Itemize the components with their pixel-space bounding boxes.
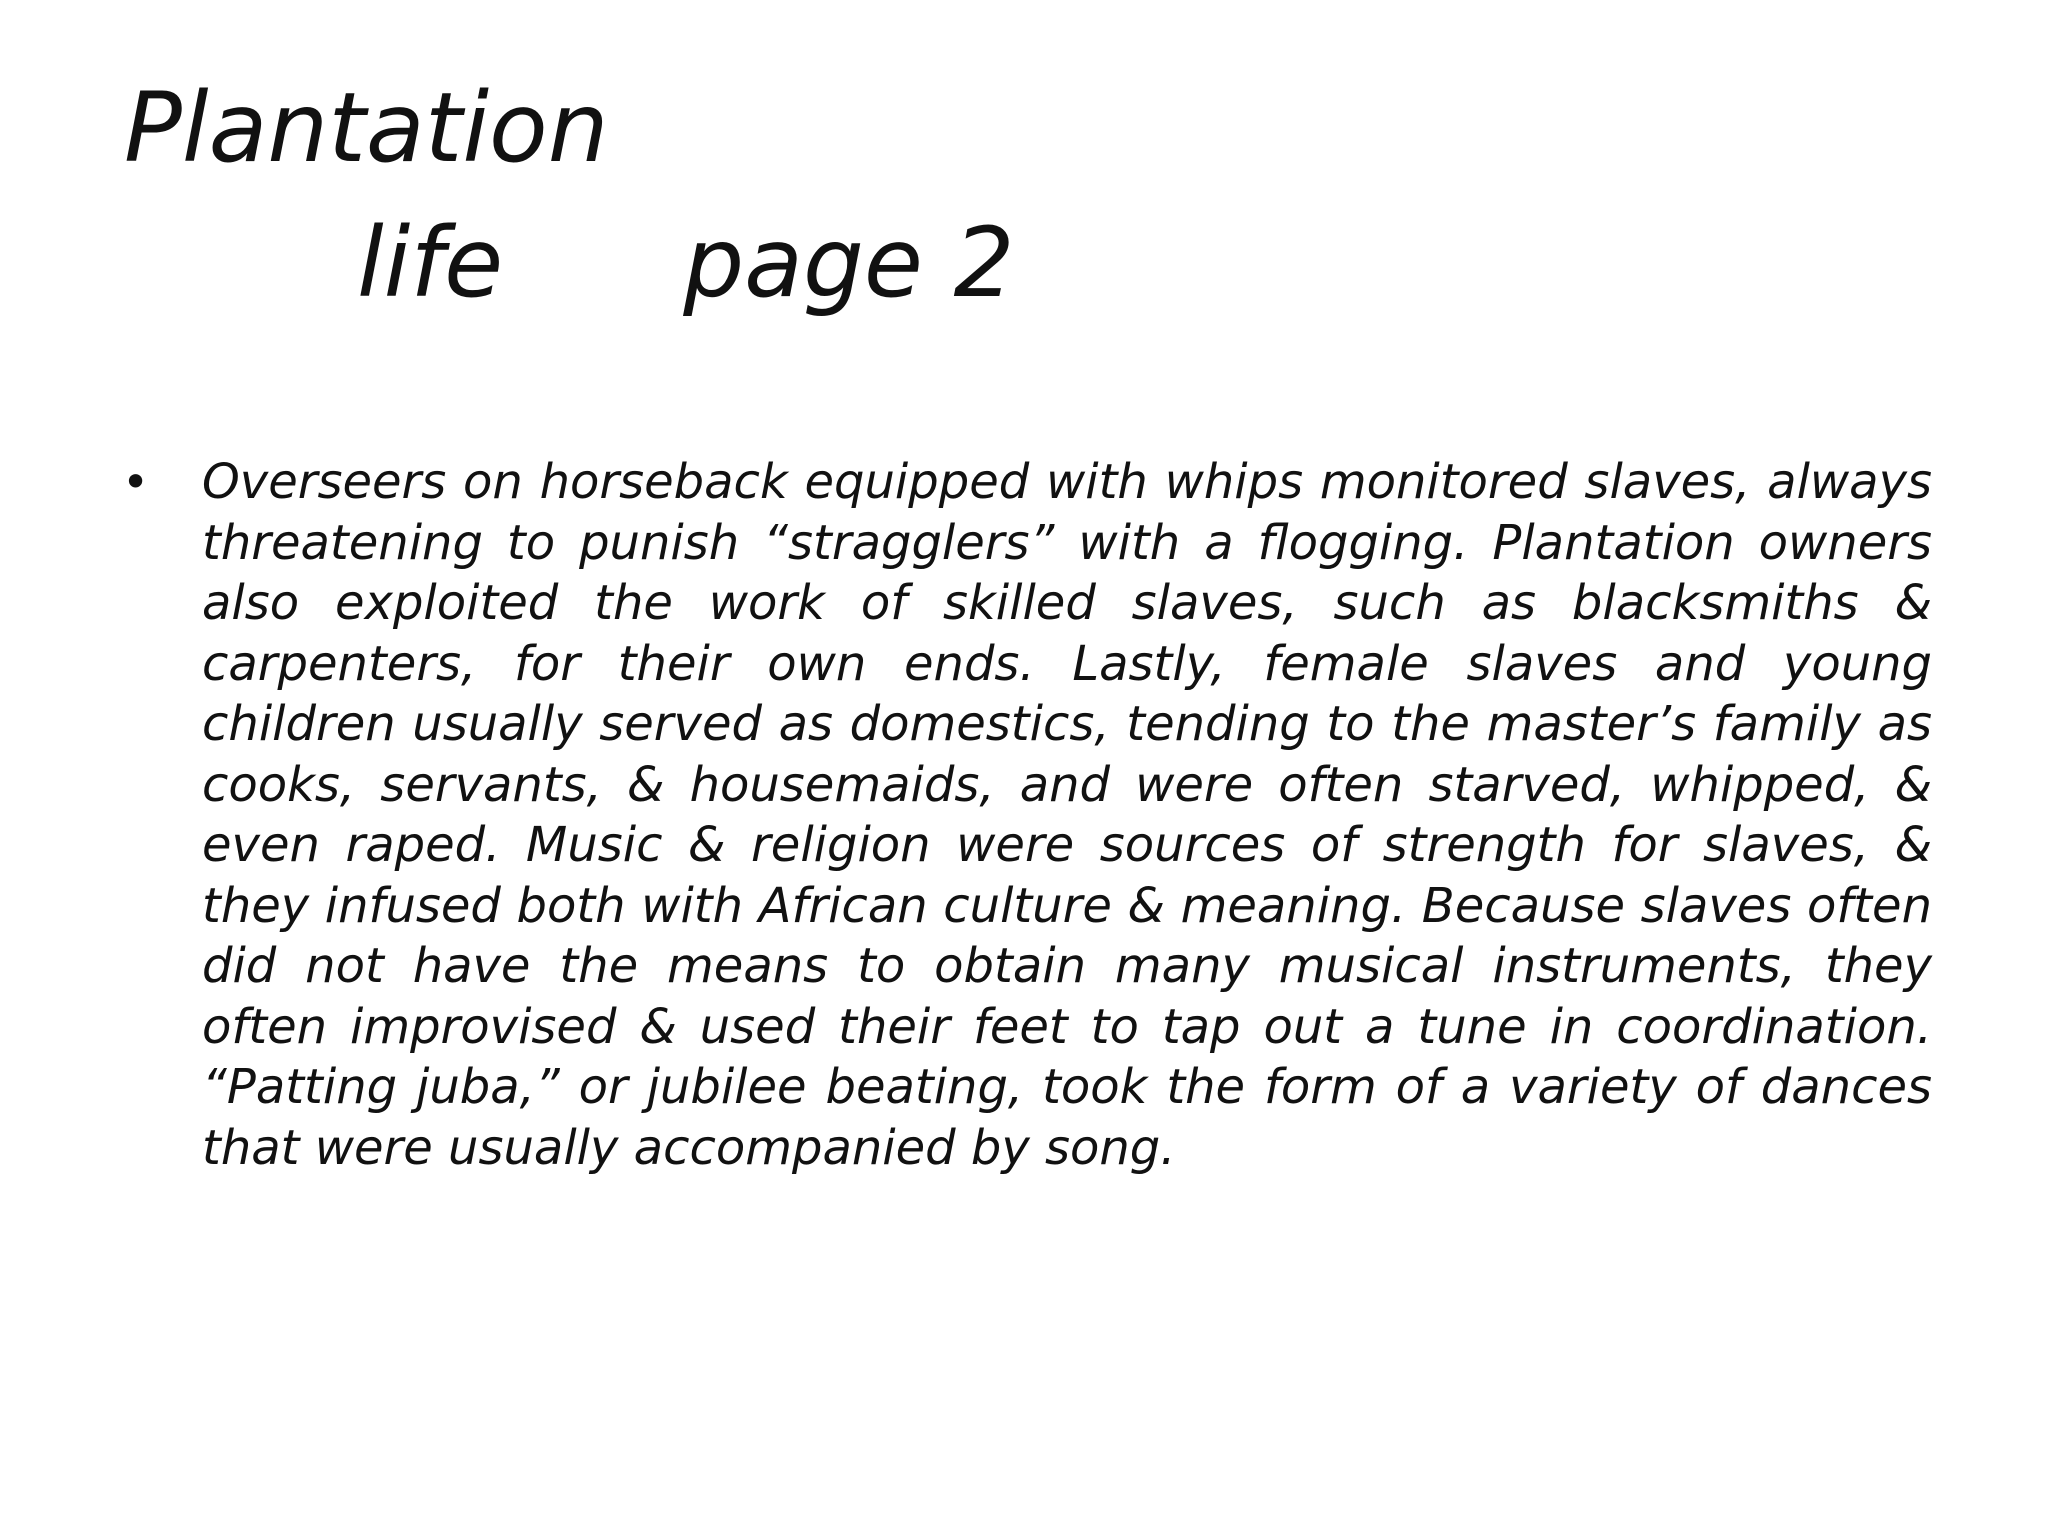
slide-title-line-1: Plantation	[124, 72, 609, 184]
slide-title-line-2	[357, 203, 1015, 323]
bullet-paragraph: Overseers on horseback equipped with whips monitored slaves, always threatening to punish “stragglers” with a flogging. Plantation owners also exploited the work of skilled slaves, such as blacksmiths & carpenters, for their own ends. Lastly, female slaves and young children usually served as domestics, tending to the master’s family as cooks, servants, & housemaids, and were often starved, whipped, & even raped. Music & religion were sources of strength for slaves, & they infused both with African culture & meaning. Because slaves often did not have the means to obtain many musical instruments, they often improvised & used their feet to tap out a tune in coordination. “Patting juba,” or jubilee beating, took the form of a variety of dances that were usually accompanied by song.	[202, 454, 1932, 1176]
bullet-item	[120, 452, 1932, 1178]
slide-title-word-life: life	[357, 207, 504, 319]
slide-title-page-number: page 2	[683, 207, 1015, 319]
bullet-marker: •	[122, 455, 150, 509]
bullet-list	[120, 452, 1932, 1178]
